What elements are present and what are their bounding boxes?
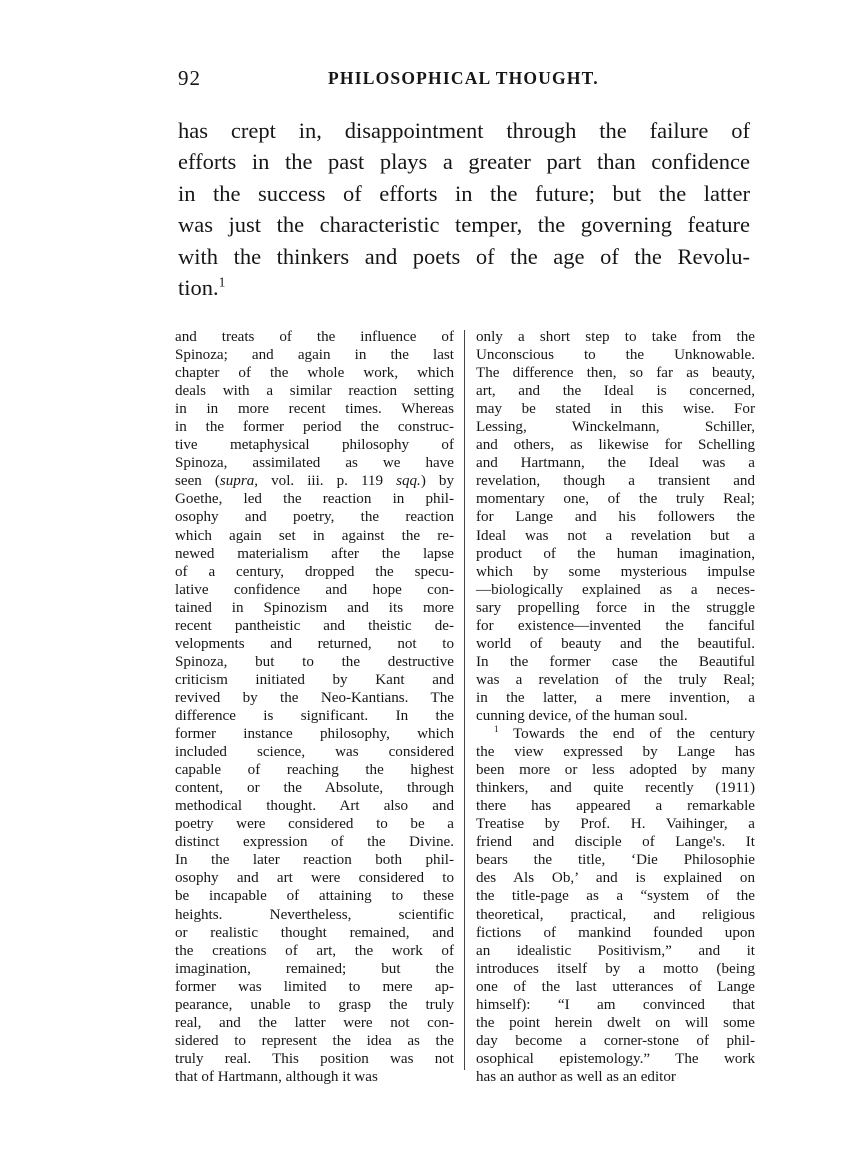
left-column-line: be incapable of attaining to these (175, 888, 454, 905)
left-column (175, 328, 454, 1086)
left-column-line: the creations of art, the work of (175, 942, 454, 959)
left-column-line: lative confidence and hope con- (175, 581, 454, 598)
main-text-line: in the success of efforts in the future; but the latter (178, 180, 750, 206)
left-column-line: recent pantheistic and theistic de- (175, 617, 454, 634)
footnote-line: bears the title, ‘Die Philosophie (476, 852, 755, 869)
left-column-line: tive metaphysical philosophy of (175, 437, 454, 454)
left-column-line: In the later reaction both phil- (175, 852, 454, 869)
footnote-line: the title-page as a “system of the (476, 888, 755, 905)
right-column-line: cunning device, of the human soul. (476, 707, 688, 724)
left-column-line: methodical thought. Art also and (175, 798, 454, 815)
right-column-line: in the latter, a mere invention, a (476, 689, 755, 706)
left-column-line: content, or the Absolute, through (175, 780, 454, 797)
right-column-line: Unconscious to the Unknowable. (476, 347, 755, 364)
running-head: PHILOSOPHICAL THOUGHT. (328, 68, 599, 88)
left-column-line: distinct expression of the Divine. (175, 834, 454, 851)
left-column-line: imagination, remained; but the (175, 960, 454, 977)
main-text-line: with the thinkers and poets of the age of the Revolu- (178, 243, 750, 269)
left-column-line: difference is significant. In the (175, 707, 454, 724)
left-column-line: chapter of the whole work, which (175, 365, 454, 382)
left-column-line: poetry were considered to be a (175, 816, 454, 833)
main-text-line: has crept in, disappointment through the failure of (178, 118, 750, 143)
left-column-line: criticism initiated by Kant and (175, 671, 454, 688)
left-column-line: Spinoza, but to the destructive (175, 653, 454, 670)
footnote-line: day become a corner-stone of phil- (476, 1032, 755, 1049)
left-column-line: newed materialism after the lapse (175, 545, 454, 562)
right-column-line: sary propelling force in the struggle (476, 599, 755, 616)
right-column-line: revelation, though a transient and (476, 473, 755, 490)
citation-italic: supra (219, 473, 255, 490)
right-column-line: Lessing, Winckelmann, Schiller, (476, 419, 755, 436)
left-column-line: pearance, unable to grasp the truly (175, 996, 454, 1013)
left-column-line: that of Hartmann, although it was (175, 1068, 378, 1085)
main-text-last-line (178, 272, 750, 303)
footnote-text: Towards the end of the century (513, 726, 755, 743)
left-column-line: included science, was considered (175, 744, 454, 761)
footnote-line: himself): “I am convinced that (476, 996, 755, 1013)
footnote-line: been more or less adopted by many (476, 762, 755, 779)
footnote-line: an idealistic Positivism,” and it (476, 942, 755, 959)
footnote-line: fictions of mankind founded upon (476, 924, 755, 941)
left-column-line: truly real. This position was not (175, 1050, 454, 1067)
left-column-line: in the former period the construc- (175, 419, 454, 436)
left-column-line: Spinoza, assimilated as we have (175, 455, 454, 472)
left-column-line: heights. Nevertheless, scientific (175, 906, 454, 923)
left-column-line: velopments and returned, not to (175, 635, 454, 652)
right-column-line: In the former case the Beautiful (476, 653, 755, 670)
footnote-line: friend and disciple of Lange's. It (476, 834, 755, 851)
right-column-line: —biologically explained as a neces- (476, 581, 755, 598)
main-text-line: was just the characteristic temper, the governing feature (178, 212, 750, 238)
left-column-line: former was limited to mere ap- (175, 978, 454, 995)
left-column-line: osophy and poetry, the reaction (175, 509, 454, 526)
footnote-line: des Als Ob,’ and is explained on (476, 870, 755, 887)
footnote-line: has an author as well as an editor (476, 1068, 676, 1085)
footnote-line: one of the last utterances of Lange (476, 978, 755, 995)
right-column-line: which by some mysterious impulse (476, 563, 755, 580)
right-column-line: and others, as likewise for Schelling (476, 437, 755, 454)
footnote-line: osophical epistemology.” The work (476, 1050, 755, 1067)
footnote-number: 1 (494, 724, 499, 734)
footnote-marker: 1 (218, 274, 226, 290)
left-column-line: tained in Spinozism and its more (175, 599, 454, 616)
right-column (476, 328, 755, 1086)
left-column-line: deals with a similar reaction setting (175, 383, 454, 400)
left-column-line: capable of reaching the highest (175, 762, 454, 779)
left-column-line: Goethe, led the reaction in phil- (175, 491, 454, 508)
left-column-line: former instance philosophy, which (175, 726, 454, 743)
right-column-line: only a short step to take from the (476, 329, 755, 345)
right-column-line: for Lange and his followers the (476, 509, 755, 526)
right-column-line: product of the human imagination, (476, 545, 755, 562)
right-column-line: Ideal was not a revelation but a (476, 527, 755, 544)
right-column-line: The difference then, so far as beauty, (476, 365, 755, 382)
footnote-line: Treatise by Prof. H. Vaihinger, a (476, 816, 755, 833)
left-column-line: sidered to represent the idea as the (175, 1032, 454, 1049)
right-column-line: art, and the Ideal is concerned, (476, 383, 755, 400)
footnote-line: introduces itself by a motto (being (476, 960, 755, 977)
footnote-line (476, 725, 755, 743)
left-column-line: which again set in against the re- (175, 527, 454, 544)
footnote-line: thinkers, and quite recently (1911) (476, 780, 755, 797)
left-column-line: Spinoza; and again in the last (175, 347, 454, 364)
footnote-line: the point herein dwelt on will some (476, 1014, 755, 1031)
main-text (178, 115, 750, 303)
right-column-line: momentary one, of the truly Real; (476, 491, 755, 508)
citation-italic: sqq. (396, 473, 421, 490)
main-text-line: tion. (178, 274, 219, 300)
left-column-line: of a century, dropped the specu- (175, 563, 454, 580)
right-column-line: world of beauty and the beautiful. (476, 635, 755, 652)
footnote-line: theoretical, practical, and religious (476, 906, 755, 923)
page-header (178, 66, 750, 94)
left-column-line: and treats of the influence of (175, 329, 454, 345)
column-divider (464, 330, 465, 1070)
left-column-line: in in more recent times. Whereas (175, 401, 454, 418)
right-column-line: may be stated in this wise. For (476, 401, 755, 418)
left-column-line: revived by the Neo-Kantians. The (175, 689, 454, 706)
left-column-line: osophy and art were considered to (175, 870, 454, 887)
left-column-line: or realistic thought remained, and (175, 924, 454, 941)
right-column-line: was a revelation of the truly Real; (476, 671, 755, 688)
footnote-line: the view expressed by Lange has (476, 744, 755, 761)
left-column-line: seen (supra, vol. iii. p. 119 sqq.) by (175, 473, 454, 490)
right-column-line: for existence—invented the fanciful (476, 617, 755, 634)
footnote-line: there has appeared a remarkable (476, 798, 755, 815)
main-text-line: efforts in the past plays a greater part than confidence (178, 149, 750, 175)
right-column-line: and Hartmann, the Ideal was a (476, 455, 755, 472)
page-number: 92 (178, 66, 201, 90)
left-column-line: real, and the latter were not con- (175, 1014, 454, 1031)
